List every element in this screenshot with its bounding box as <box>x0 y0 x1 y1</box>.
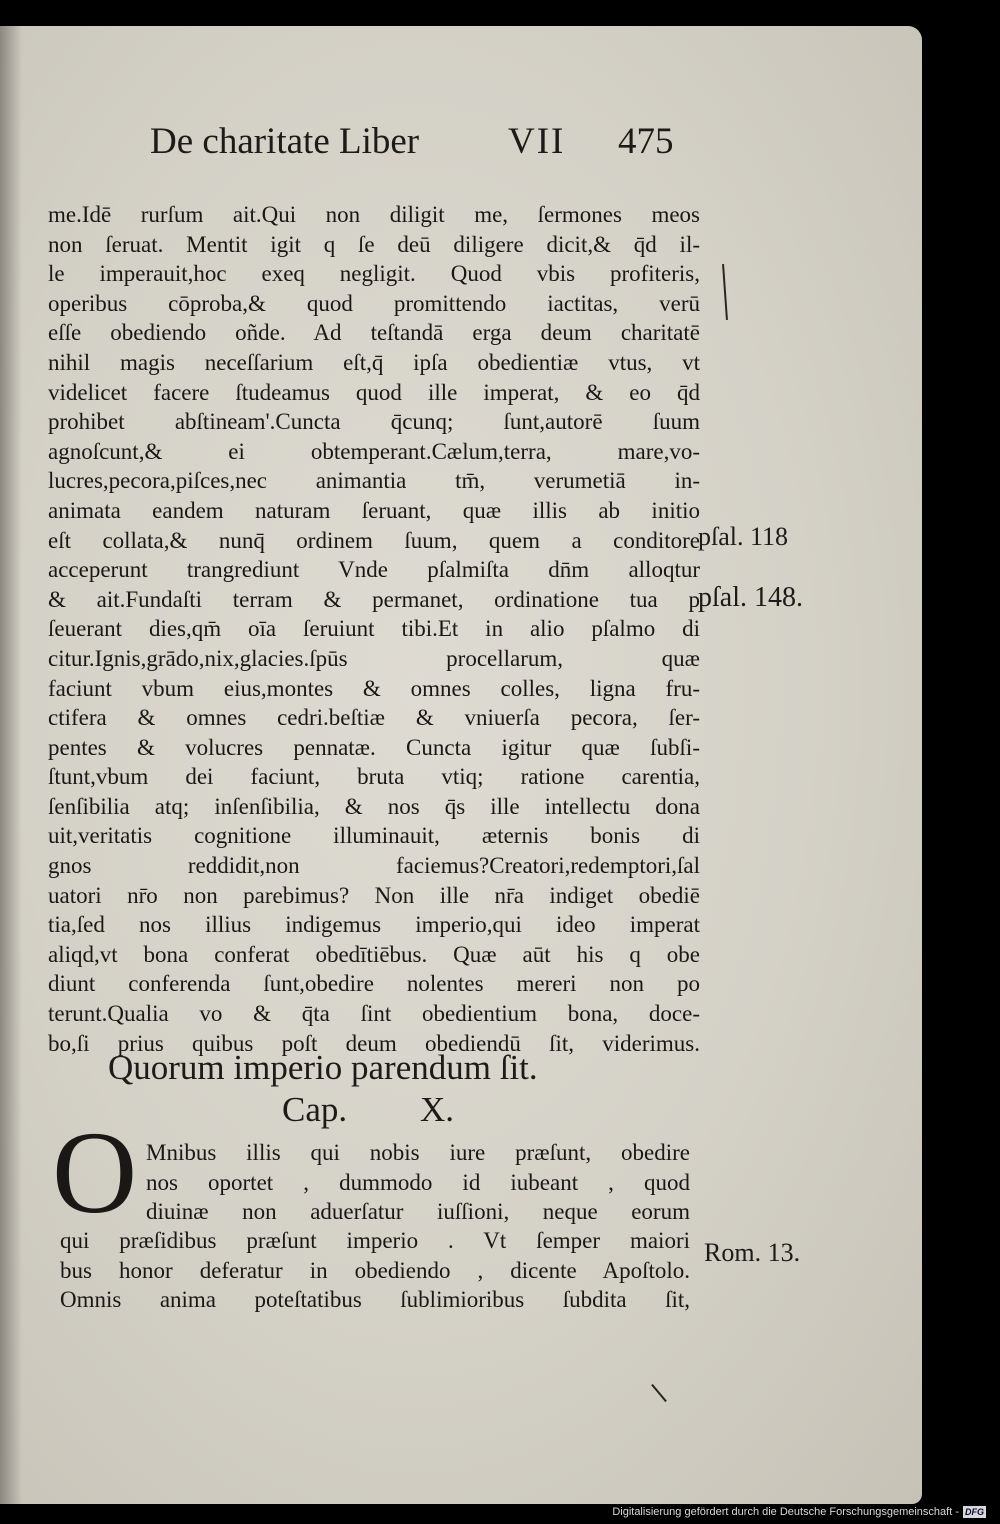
main-text-block <box>48 200 700 1058</box>
text-line: bo,ſi prius quibus poſt deum obediendū ſit, viderimus. <box>48 1030 700 1056</box>
book-number: VII <box>508 121 566 162</box>
text-line: nos oportet , dummodo id iubeant , quod <box>146 1169 690 1195</box>
text-line: bus honor deferatur in obediendo , dicente Apoſtolo. <box>60 1257 690 1283</box>
text-line: pentes & volucres pennatæ. Cuncta igitur quæ ſubſi- <box>48 734 700 760</box>
text-line: gnos reddidit,non faciemus?Creatori,redemptori,ſal <box>48 853 700 879</box>
dfg-logo: DFG <box>965 1507 984 1517</box>
text-line: diunt conferenda ſunt,obedire nolentes mereri non po <box>48 971 700 997</box>
margin-note-romans-13: Rom. 13. <box>704 1238 801 1267</box>
text-line: aliqd,vt bona conferat obedītiēbus. Quæ aūt his q obe <box>48 941 700 967</box>
text-line: diuinæ non aduerſatur iuſſioni, neque eorum <box>146 1199 690 1225</box>
text-line: ſtunt,vbum dei faciunt, bruta vtiq; ratione carentia, <box>48 764 700 790</box>
chapter-indented-text <box>146 1138 690 1227</box>
text-line: Omnis anima poteſtatibus ſublimioribus ſubdita ſit, <box>60 1287 690 1313</box>
text-line: agnoſcunt,& ei obtemperant.Cælum,terra, mare,vo- <box>48 438 700 464</box>
text-line: & ait.Fundaſti terram & permanet, ordinatione tua p <box>48 586 700 612</box>
text-line: tia,ſed nos illius indigemus imperio,qui ideo imperat <box>48 912 700 938</box>
digitization-footer <box>612 1504 986 1520</box>
text-line: qui præſidibus præſunt imperio . Vt ſemper maiori <box>60 1228 690 1253</box>
text-line: lucres,pecora,piſces,nec animantia tm̄, verumetiā in- <box>48 468 700 494</box>
text-line: ſeuerant dies,qm̄ oīa ſeruiunt tibi.Et in alio pſalmo di <box>48 616 700 642</box>
text-line: eſt collata,& nunq̄ ordinem ſuum, quem a conditore <box>48 527 700 553</box>
text-line: terunt.Qualia vo & q̄ta ſint obedientium bona, doce- <box>48 1001 700 1027</box>
chapter-full-text <box>60 1226 690 1315</box>
running-title: De charitate Liber <box>150 121 420 162</box>
text-line: faciunt vbum eius,montes & omnes colles, ligna fru- <box>48 675 700 701</box>
decorated-initial: O <box>52 1107 138 1238</box>
text-line: uit,veritatis cognitione illuminauit, æternis bonis di <box>48 823 700 849</box>
text-line: ctifera & omnes cedri.beſtiæ & vniuerſa pecora, ſer- <box>48 705 700 731</box>
chapter-heading: Quorum imperio parendum ſit. <box>108 1048 538 1087</box>
margin-pen-mark <box>722 264 728 320</box>
page-speck-mark <box>651 1384 667 1402</box>
text-line: non ſeruat. Mentit igit q ſe deū diligere dicit,& q̄d il- <box>48 231 700 257</box>
text-line: prohibet abſtineam'.Cuncta q̄cunq; ſunt,autorē ſuum <box>48 409 700 435</box>
text-line: animata eandem naturam ſeruant, quæ illis ab initio <box>48 497 700 523</box>
margin-note-psalm-148: pſal. 148. <box>698 582 803 613</box>
chapter-cap-number: X. <box>420 1090 455 1129</box>
text-line: nihil magis neceſſarium eſt,q̄ ipſa obedientiæ vtus, vt <box>48 349 700 375</box>
page-number: 475 <box>618 121 674 162</box>
text-line: me.Idē rurſum ait.Qui non diligit me, ſermones meos <box>48 202 700 227</box>
text-line: citur.Ignis,grādo,nix,glacies.ſpūs procellarum, quæ <box>48 645 700 671</box>
text-line: acceperunt trangrediunt Vnde pſalmiſta dn̄m alloqtur <box>48 557 700 583</box>
text-line: le imperauit,hoc exeq negligit. Quod vbis profiteris, <box>48 261 700 287</box>
text-line: eſſe obediendo oñde. Ad teſtandā erga deum charitatē <box>48 320 700 346</box>
page-gutter-shadow <box>0 26 22 1504</box>
text-line: operibus cōproba,& quod promittendo iactitas, verū <box>48 290 700 316</box>
footer-text: Digitalisierung gefördert durch die Deutsche Forschungsgemeinschaft - <box>612 1506 959 1518</box>
chapter-cap-label: Cap. <box>282 1090 348 1129</box>
text-line: ſenſibilia atq; inſenſibilia, & nos q̄s ille intellectu dona <box>48 793 700 819</box>
text-line: Mnibus illis qui nobis iure præſunt, obedire <box>146 1140 690 1165</box>
text-line: uatori nr̄o non parebimus? Non ille nr̄a indiget obediē <box>48 882 700 908</box>
text-line: videlicet facere ſtudeamus quod ille imperat, & eo q̄d <box>48 379 700 405</box>
book-page <box>0 26 922 1504</box>
margin-note-psalm-118: pſal. 118 <box>698 522 789 551</box>
running-header <box>150 120 710 164</box>
